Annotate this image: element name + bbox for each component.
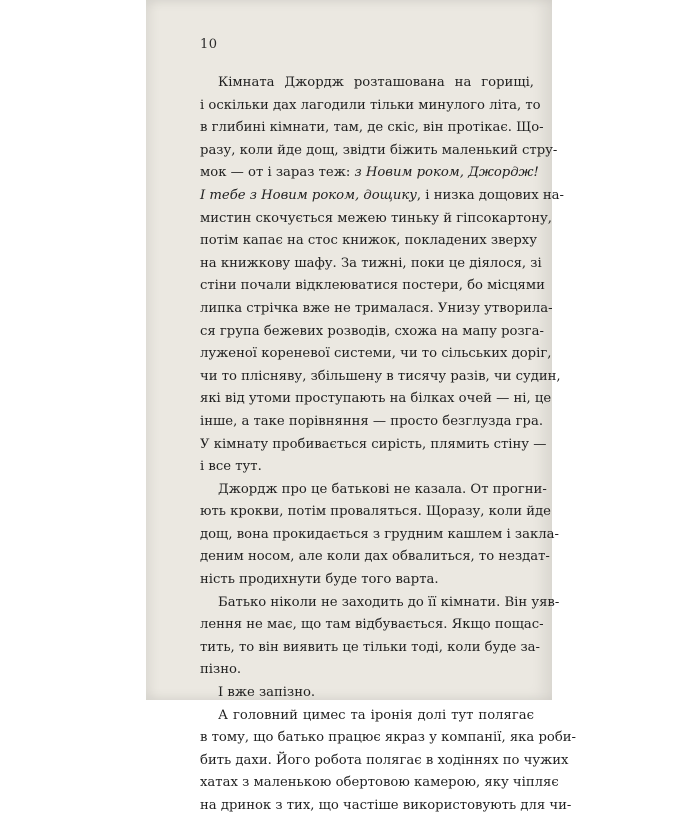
text-line: [200, 546, 550, 569]
book-page: [146, 0, 577, 813]
text-line: [200, 388, 552, 411]
text-line: [200, 501, 551, 524]
line-italic-text: І тебе з Новим роком, дощику: [200, 187, 417, 203]
line-text: ють крокви, потім проваляться. Щоразу, коли йде: [200, 504, 551, 520]
text-line: [200, 592, 560, 615]
text-line: [200, 524, 559, 547]
text-line: [200, 275, 545, 298]
line-text: на дринок з тих, що частіше використовують для чи-: [200, 798, 572, 813]
line-text: А головний цимес та іронія долі тут полягає: [218, 707, 534, 723]
text-line: [200, 208, 552, 231]
text-line: [200, 321, 544, 344]
line-italic-text: з Новим роком, Джордж!: [354, 165, 539, 181]
line-text: бить дахи. Його робота полягає в ходіннях по чужих: [200, 752, 569, 768]
line-text: в тому, що батько працює якраз у компанії, яка роби-: [200, 730, 577, 746]
text-line: [200, 614, 544, 637]
body-text: [200, 72, 577, 818]
line-text: потім капає на стос книжок, покладених зверху: [200, 233, 537, 249]
line-text: Кімната Джордж розташована на горищі,: [218, 75, 534, 90]
text-line: [200, 185, 564, 208]
line-text: луженої кореневої системи, чи то сільських доріг,: [200, 346, 552, 362]
line-text: чи то плісняву, збільшену в тисячу разів, чи судин,: [200, 368, 561, 384]
text-line: [200, 411, 544, 434]
text-line: [200, 772, 559, 795]
line-text: разу, коли йде дощ, звідти біжить маленький стру-: [200, 142, 558, 158]
line-text: в глибині кімнати, там, де скіс, він протікає. Що-: [200, 120, 544, 136]
line-text: мистин скочується межею тиньку й гіпсокартону,: [200, 210, 552, 226]
line-text: Батько ніколи не заходить до її кімнати. Він уяв-: [218, 594, 560, 610]
line-text: ся група бежевих розводів, схожа на мапу розга-: [200, 323, 544, 339]
line-text: дощ, вона прокидається з грудним кашлем і закла-: [200, 526, 559, 542]
text-line: [200, 72, 534, 95]
text-line: [200, 117, 544, 140]
text-line: [200, 750, 569, 773]
line-text: Джордж про це батькові не казала. От прогни-: [218, 481, 547, 497]
text-line: [200, 298, 553, 321]
text-line: [200, 140, 558, 163]
line-text: деним носом, але коли дах обвалиться, то нездат-: [200, 549, 550, 565]
text-line: [200, 479, 547, 502]
text-line: [200, 343, 552, 366]
line-text: І вже запізно.: [218, 685, 316, 701]
text-line: [200, 727, 577, 750]
line-text: ність продихнути буде того варта.: [200, 572, 439, 588]
line-text: і все тут.: [200, 459, 262, 475]
text-line: [200, 230, 537, 253]
line-text: стіни почали відклеюватися постери, бо місцями: [200, 278, 545, 294]
line-text: У кімнату пробивається сирість, плямить стіну —: [200, 436, 547, 452]
line-text: і оскільки дах лагодили тільки минулого літа, то: [200, 97, 541, 113]
line-text-before: мок — от і зараз теж:: [200, 165, 355, 181]
text-line: [200, 253, 542, 276]
line-text: інше, а таке порівняння — просто безглузда гра.: [200, 413, 544, 429]
text-line: [200, 95, 541, 118]
text-line: [200, 569, 534, 592]
line-text: хатах з маленькою обертовою камерою, яку чіпляє: [200, 775, 559, 791]
line-text: пізно.: [200, 662, 242, 678]
line-text: липка стрічка вже не трималася. Унизу утворила-: [200, 300, 553, 316]
text-line: [200, 795, 572, 818]
text-line: [200, 434, 547, 457]
text-line: [200, 659, 534, 682]
text-line: [200, 637, 541, 660]
text-line: [200, 162, 539, 185]
line-text: які від утоми проступають на білках очей — ні, це: [200, 391, 552, 407]
line-text: на книжкову шафу. За тижні, поки це діялося, зі: [200, 255, 542, 271]
text-line: [200, 366, 561, 389]
line-text: тить, то він виявить це тільки тоді, коли буде за-: [200, 639, 541, 655]
text-line: [200, 682, 534, 705]
line-text-after: , і низка дощових на-: [416, 187, 564, 203]
page-number: 10: [200, 37, 218, 52]
text-line: [200, 456, 534, 479]
text-line: [200, 705, 534, 728]
line-text: лення не має, що там відбувається. Якщо пощас-: [200, 617, 544, 633]
